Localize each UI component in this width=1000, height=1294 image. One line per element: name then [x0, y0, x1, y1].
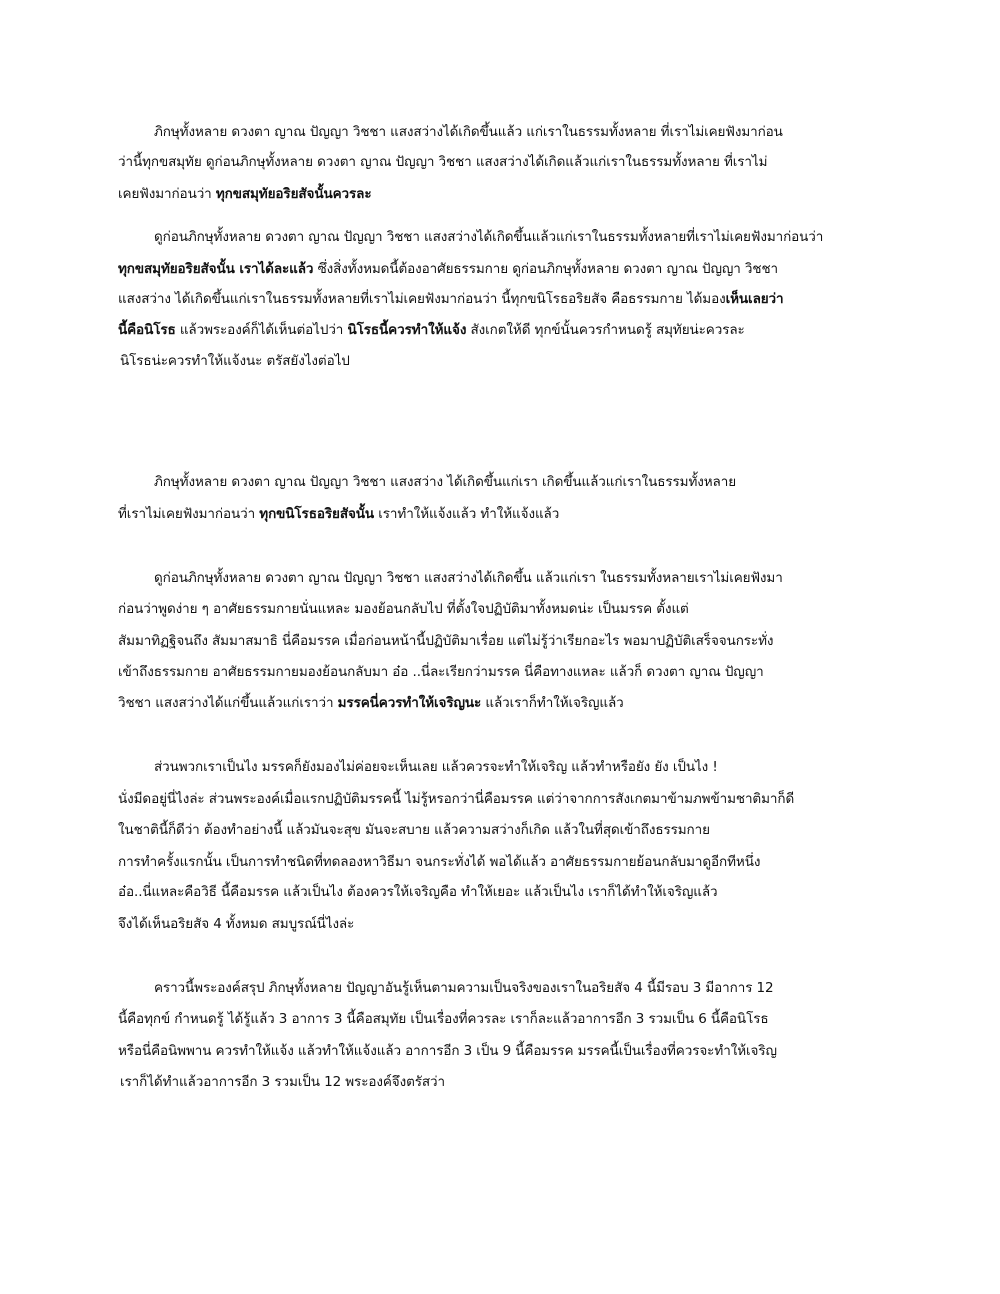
text-run: แล้วพระองค์ก็ได้เห็นต่อไปว่า	[175, 322, 348, 338]
text-run: หรือนี่คือนิพพาน ควรทำให้แจ้ง แล้วทำให้แจ้งแล้ว อาการอีก 3 เป็น 9 นี้คือมรรค มรรคนี้เป็นเรื่องที่ควรจะทำให้เจริญ	[118, 1043, 777, 1059]
bold-text-run: นี้คือนิโรธ	[118, 322, 176, 338]
bold-text-run: ทุกขนิโรธอริยสัจนั้น	[259, 506, 375, 522]
text-line	[118, 852, 760, 872]
text-run: แสงสว่าง ได้เกิดขึ้นแก่เราในธรรมทั้งหลายที่เราไม่เคยฟังมาก่อนว่า นี้ทุกขนิโรธอริยสัจ คือธรรมกาย ได้มอง	[118, 291, 726, 307]
text-line	[118, 693, 624, 713]
text-line	[118, 662, 764, 682]
text-line	[118, 914, 354, 934]
text-run: ซึ่งสิ่งทั้งหมดนี้ต้องอาศัยธรรมกาย ดูก่อนภิกษุทั้งหลาย ดวงตา ญาณ ปัญญา วิชชา	[313, 261, 779, 277]
text-line	[118, 152, 767, 172]
text-run: เราก็ได้ทำแล้วอาการอีก 3 รวมเป็น 12 พระองค์จึงตรัสว่า	[120, 1074, 446, 1090]
text-line	[118, 1041, 777, 1061]
text-run: เราทำให้แจ้งแล้ว ทำให้แจ้งแล้ว	[374, 506, 560, 522]
text-run: ส่วนพวกเราเป็นไง มรรคก็ยังมองไม่ค่อยจะเห็นเลย แล้วควรจะทำให้เจริญ แล้วทำหรือยัง ยัง เป็นไง !	[154, 759, 718, 775]
text-run: สัมมาทิฏฐิจนถึง สัมมาสมาธิ นี่คือมรรค เมื่อก่อนหน้านี้ปฏิบัติมาเรื่อย แต่ไม่รู้ว่าเรียกอะไร พอมาปฏิบัติเสร็จจนกระทั่ง	[118, 633, 774, 649]
bold-text-run: มรรคนี่ควรทำให้เจริญนะ	[337, 695, 482, 711]
bold-text-run: ทุกขสมุทัยอริยสัจนั้นควรละ	[215, 186, 372, 202]
text-line	[154, 227, 823, 247]
text-run: เข้าถึงธรรมกาย อาศัยธรรมกายมองย้อนกลับมา อ๋อ ..นี่ละเรียกว่ามรรค นี่คือทางแหละ แล้วก็ ดวงตา ญาณ ปัญญา	[118, 664, 764, 680]
text-line	[154, 757, 718, 777]
text-line	[118, 1009, 769, 1029]
text-run: ภิกษุทั้งหลาย ดวงตา ญาณ ปัญญา วิชชา แสงสว่างได้เกิดขึ้นแล้ว แก่เราในธรรมทั้งหลาย ที่เราไม่เคยฟังมาก่อน	[154, 124, 783, 140]
text-run: นิโรธน่ะควรทำให้แจ้งนะ ตรัสยังไงต่อไป	[120, 353, 350, 369]
text-run: อ๋อ..นี่แหละคือวิธี นี้คือมรรค แล้วเป็นไง ต้องควรให้เจริญคือ ทำให้เยอะ แล้วเป็นไง เราก็ได้ทำให้เจริญแล้ว	[118, 884, 718, 900]
text-run: ว่านี้ทุกขสมุทัย ดูก่อนภิกษุทั้งหลาย ดวงตา ญาณ ปัญญา วิชชา แสงสว่างได้เกิดแล้วแก่เราในธรรมทั้งหลาย ที่เราไม่	[118, 154, 768, 170]
text-line	[118, 320, 745, 340]
text-run: ก่อนว่าพูดง่าย ๆ อาศัยธรรมกายนั่นแหละ มองย้อนกลับไป ที่ตั้งใจปฏิบัติมาทั้งหมดน่ะ เป็นมรรค ตั้งแต่	[118, 601, 689, 617]
text-line	[118, 820, 710, 840]
bold-text-run: เห็นเลยว่า	[725, 291, 784, 307]
text-line	[118, 789, 794, 809]
bold-text-run: ทุกขสมุทัยอริยสัจนั้น เราได้ละแล้ว	[118, 261, 314, 277]
text-run: ภิกษุทั้งหลาย ดวงตา ญาณ ปัญญา วิชชา แสงสว่าง ได้เกิดขึ้นแก่เรา เกิดขึ้นแล้วแก่เราในธรรมทั้งหลาย	[154, 474, 737, 490]
text-line	[118, 631, 773, 651]
text-run: เคยฟังมาก่อนว่า	[118, 186, 216, 202]
text-run: นั่งมีดอยู่นี่ไงล่ะ ส่วนพระองค์เมื่อแรกปฏิบัติมรรคนี้ ไม่รู้หรอกว่านี่คือมรรค แต่ว่าจากการสังเกตมาข้ามภพข้ามชาติมาก็ดี	[118, 791, 795, 807]
text-run: จึงได้เห็นอริยสัจ 4 ทั้งหมด สมบูรณ์นี่ไงล่ะ	[118, 916, 355, 932]
bold-text-run: นิโรธนี้ควรทำให้แจ้ง	[347, 322, 467, 338]
text-line	[118, 599, 689, 619]
text-line	[118, 259, 778, 279]
text-line	[118, 184, 371, 204]
text-line	[120, 1072, 445, 1092]
text-run: ดูก่อนภิกษุทั้งหลาย ดวงตา ญาณ ปัญญา วิชชา แสงสว่างได้เกิดขึ้นแล้วแก่เราในธรรมทั้งหลายที่เราไม่เคยฟังมาก่อนว่า	[154, 229, 824, 245]
text-line	[120, 351, 350, 371]
text-run: นี้คือทุกข์ กำหนดรู้ ได้รู้แล้ว 3 อาการ 3 นี้คือสมุทัย เป็นเรื่องที่ควรละ เราก็ละแล้วอาการอีก 3 รวมเป็น 6 นี้คือนิโรธ	[118, 1011, 769, 1027]
text-run: ดูก่อนภิกษุทั้งหลาย ดวงตา ญาณ ปัญญา วิชชา แสงสว่างได้เกิดขึ้น แล้วแก่เรา ในธรรมทั้งหลายเราไม่เคยฟังมา	[154, 570, 783, 586]
text-line	[118, 882, 718, 902]
text-line	[154, 472, 736, 492]
text-line	[154, 122, 783, 142]
text-run: การทำครั้งแรกนั้น เป็นการทำชนิดที่ทดลองหาวิธีมา จนกระทั่งได้ พอได้แล้ว อาศัยธรรมกายย้อนกลับมาดูอีกทีหนึ่ง	[118, 854, 761, 870]
text-run: แล้วเราก็ทำให้เจริญแล้ว	[481, 695, 624, 711]
text-run: สังเกตให้ดี ทุกข์นั้นควรกำหนดรู้ สมุทัยน่ะควรละ	[466, 322, 745, 338]
text-line	[154, 978, 774, 998]
text-line	[118, 289, 784, 309]
text-run: ในชาตินี้ก็ดีว่า ต้องทำอย่างนี้ แล้วมันจะสุข มันจะสบาย แล้วความสว่างก็เกิด แล้วในที่สุดเข้าถึงธรรมกาย	[118, 822, 710, 838]
text-run: คราวนี้พระองค์สรุป ภิกษุทั้งหลาย ปัญญาอันรู้เห็นตามความเป็นจริงของเราในอริยสัจ 4 นี้มีรอบ 3 มีอาการ 12	[154, 980, 774, 996]
text-line	[118, 504, 559, 524]
text-line	[154, 568, 783, 588]
text-run: ที่เราไม่เคยฟังมาก่อนว่า	[118, 506, 260, 522]
text-run: วิชชา แสงสว่างได้แก่ขึ้นแล้วแก่เราว่า	[118, 695, 338, 711]
